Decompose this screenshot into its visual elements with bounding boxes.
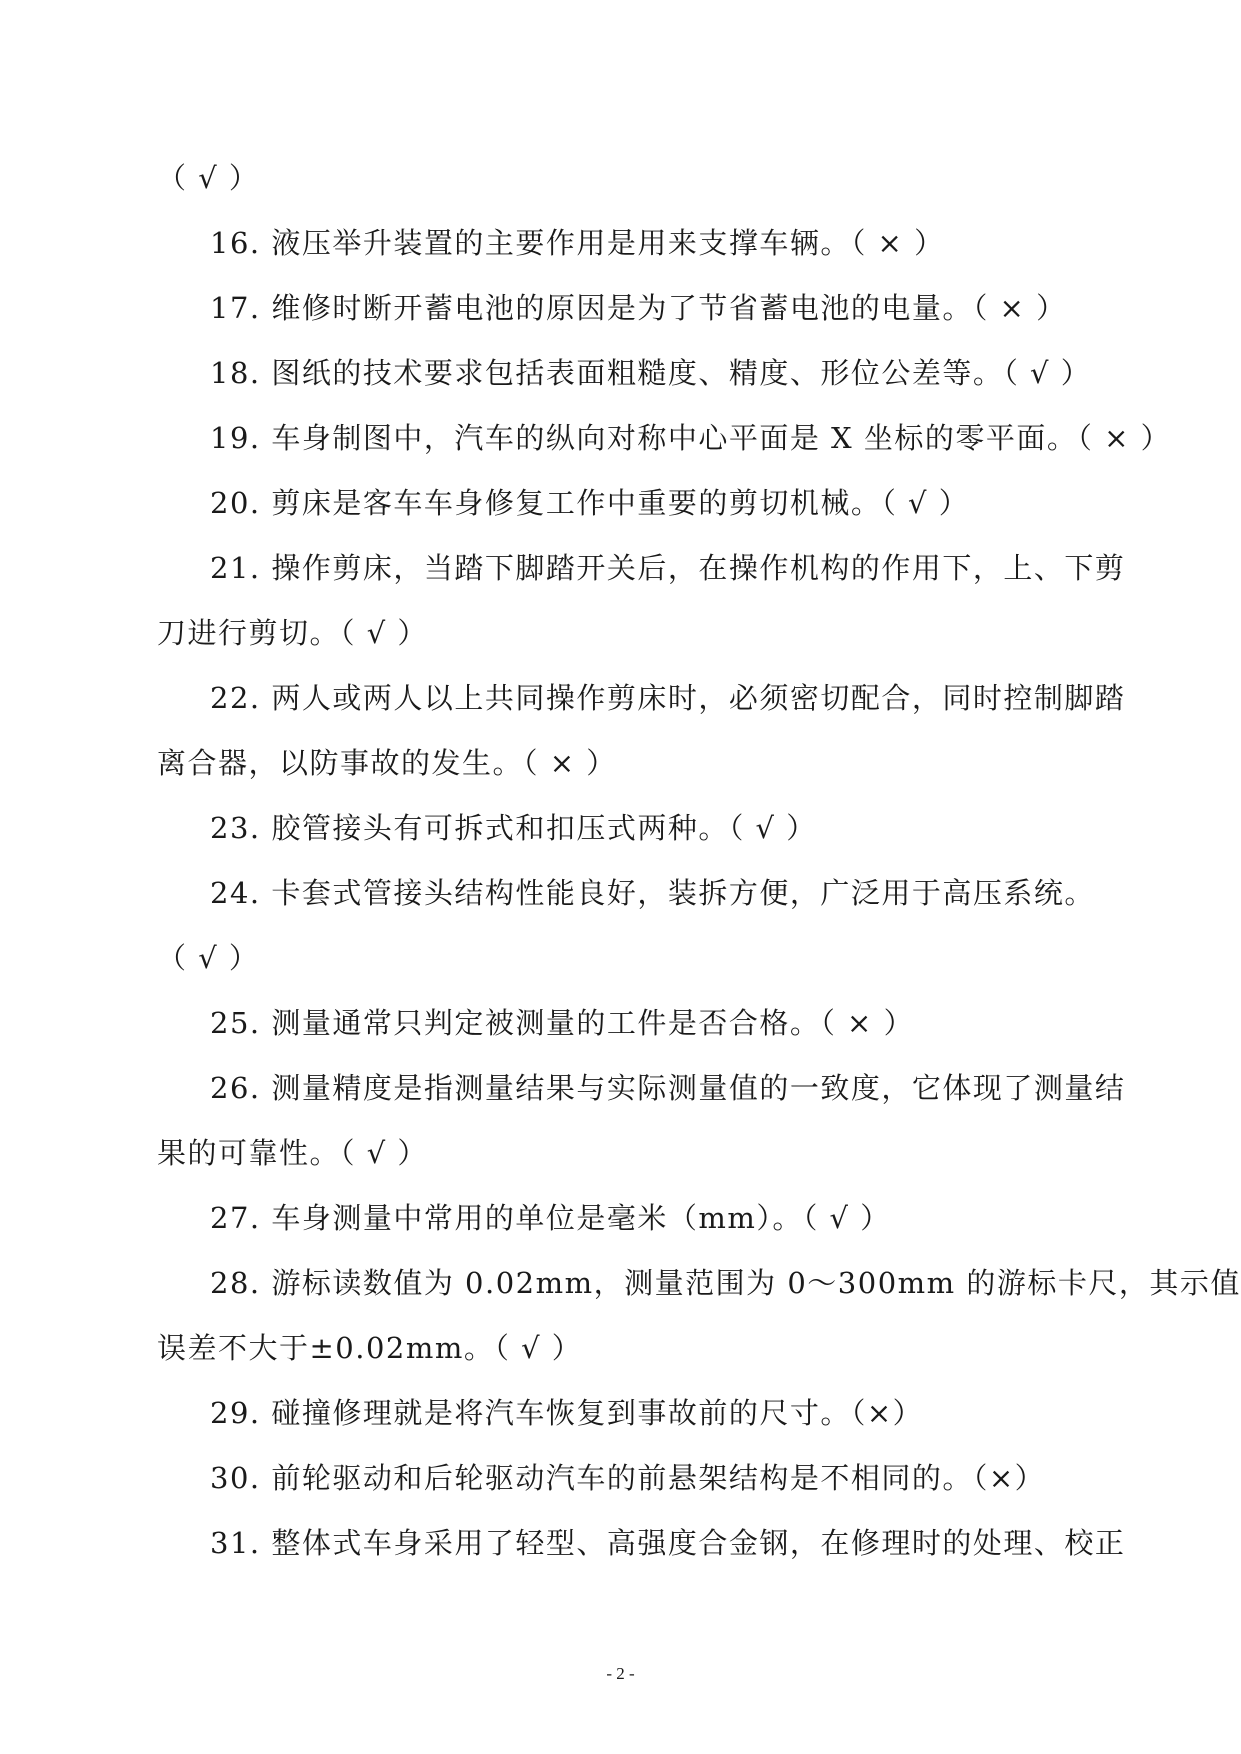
question-19: 19. 车身制图中，汽车的纵向对称中心平面是 X 坐标的零平面。（ × ） <box>210 421 1172 455</box>
text-line: （ √ ） <box>157 161 260 195</box>
question-28-cont: 误差不大于±0.02mm。（ √ ） <box>157 1331 583 1365</box>
question-24: 24. 卡套式管接头结构性能良好，装拆方便，广泛用于高压系统。 <box>210 876 1095 910</box>
question-25: 25. 测量通常只判定被测量的工件是否合格。（ × ） <box>210 1006 915 1040</box>
question-17: 17. 维修时断开蓄电池的原因是为了节省蓄电池的电量。（ × ） <box>210 291 1067 325</box>
question-27: 27. 车身测量中常用的单位是毫米（mm）。（ √ ） <box>210 1201 891 1235</box>
question-26: 26. 测量精度是指测量结果与实际测量值的一致度，它体现了测量结 <box>210 1071 1126 1105</box>
question-28: 28. 游标读数值为 0.02mm，测量范围为 0～300mm 的游标卡尺，其示值 <box>210 1266 1241 1300</box>
question-24-cont: （ √ ） <box>157 941 260 975</box>
question-22: 22. 两人或两人以上共同操作剪床时，必须密切配合，同时控制脚踏 <box>210 681 1126 715</box>
question-31: 31. 整体式车身采用了轻型、高强度合金钢，在修理时的处理、校正 <box>210 1526 1126 1560</box>
question-21-cont: 刀进行剪切。（ √ ） <box>157 616 428 650</box>
question-26-cont: 果的可靠性。（ √ ） <box>157 1136 428 1170</box>
question-21: 21. 操作剪床，当踏下脚踏开关后，在操作机构的作用下，上、下剪 <box>210 551 1126 585</box>
question-29: 29. 碰撞修理就是将汽车恢复到事故前的尺寸。（×） <box>210 1396 924 1430</box>
question-16: 16. 液压举升装置的主要作用是用来支撑车辆。（ × ） <box>210 226 945 260</box>
question-22-cont: 离合器，以防事故的发生。（ × ） <box>157 746 617 780</box>
question-30: 30. 前轮驱动和后轮驱动汽车的前悬架结构是不相同的。（×） <box>210 1461 1046 1495</box>
question-18: 18. 图纸的技术要求包括表面粗糙度、精度、形位公差等。（ √ ） <box>210 356 1092 390</box>
question-23: 23. 胶管接头有可拆式和扣压式两种。（ √ ） <box>210 811 817 845</box>
question-20: 20. 剪床是客车车身修复工作中重要的剪切机械。（ √ ） <box>210 486 970 520</box>
page-number: - 2 - <box>606 1664 635 1683</box>
